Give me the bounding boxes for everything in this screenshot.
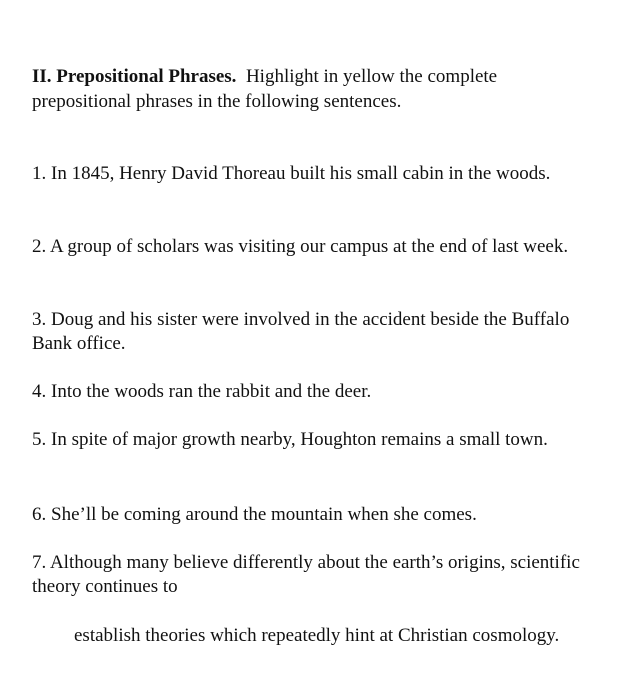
sentence-7-continuation-text: establish theories which repeatedly hint at Christian cosmology.: [74, 625, 560, 646]
sentence-1: 1. In 1845, Henry David Thoreau built his small cabin in the woods.: [32, 163, 551, 184]
sentence-7-continuation: [32, 624, 592, 648]
section-heading: [32, 64, 592, 114]
sentence-6: 6. She’ll be coming around the mountain when she comes.: [32, 504, 477, 525]
section-title: II. Prepositional Phrases.: [32, 66, 237, 87]
sentence-4: 4. Into the woods ran the rabbit and the deer.: [32, 381, 372, 402]
sentence-2: 2. A group of scholars was visiting our campus at the end of last week.: [32, 236, 569, 257]
sentence-5: 5. In spite of major growth nearby, Houghton remains a small town.: [32, 429, 548, 450]
sentence-7: 7. Although many believe differently about the earth’s origins, scientific theory continues to: [32, 552, 580, 597]
sentence-3: 3. Doug and his sister were involved in the accident beside the Buffalo Bank office.: [32, 309, 570, 354]
section-instructions: Highlight in yellow the complete prepositional phrases in the following sentences.: [32, 66, 498, 112]
